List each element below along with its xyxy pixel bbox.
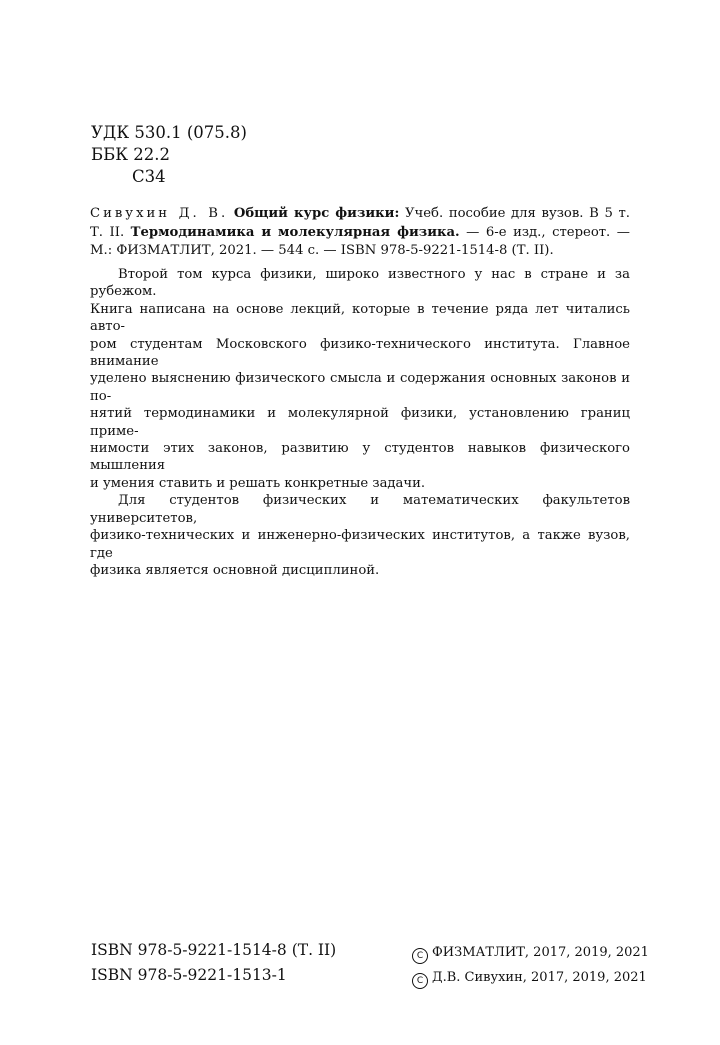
volume-title: Термодинамика и молекулярная физика.	[130, 224, 460, 240]
author-name: Сивухин Д. В.	[90, 206, 229, 221]
abstract-line: Второй том курса физики, широко известного у нас в стране и за рубежом.	[90, 267, 630, 300]
abstract-line: Книга написана на основе лекций, которые в течение ряда лет читались авто-	[90, 301, 630, 335]
abstract-text	[90, 266, 630, 579]
copyright-icon: C	[412, 973, 428, 989]
abstract-line: и умения ставить и решать конкретные задачи.	[90, 475, 426, 491]
isbn-block	[91, 938, 336, 988]
bibliographic-record	[90, 205, 630, 261]
biblio-line-1	[90, 205, 630, 224]
biblio-line-2	[90, 224, 630, 243]
abstract-line: физика является основной дисциплиной.	[90, 562, 380, 578]
volume-number: Т. II.	[90, 224, 125, 240]
copyright-author	[412, 965, 649, 990]
author-mark: С34	[132, 167, 166, 186]
abstract-line: ром студентам Московского физико-технического института. Главное внимание	[90, 336, 630, 370]
book-description: Учеб. пособие для вузов. В 5 т.	[404, 206, 630, 221]
abstract-line: нимости этих законов, развитию у студентов навыков физического мышления	[90, 441, 630, 474]
copyright-publisher	[412, 940, 649, 965]
edition-info: — 6-е изд., стереот. —	[466, 224, 630, 240]
classification-block	[91, 122, 247, 188]
copyright-icon: C	[412, 948, 428, 964]
book-title: Общий курс физики:	[233, 206, 400, 221]
copyright-block	[412, 940, 649, 990]
isbn-volume: ISBN 978-5-9221-1514-8 (Т. II)	[91, 941, 337, 959]
udk-code: УДК 530.1 (075.8)	[91, 123, 247, 142]
copyright-publisher-text: ФИЗМАТЛИТ, 2017, 2019, 2021	[432, 945, 649, 960]
isbn-set: ISBN 978-5-9221-1513-1	[91, 966, 287, 984]
abstract-paragraph-2	[90, 492, 630, 579]
abstract-line: уделено выяснению физического смысла и содержания основных законов и по-	[90, 371, 630, 404]
abstract-line: физико-технических и инженерно-физических институтов, а также вузов, где	[90, 528, 630, 561]
abstract-line: Для студентов физических и математических факультетов университетов,	[90, 493, 630, 526]
bbk-code: ББК 22.2	[91, 145, 171, 164]
abstract-paragraph-1	[90, 266, 630, 492]
abstract-line: нятий термодинамики и молекулярной физики, установлению границ приме-	[90, 406, 630, 439]
copyright-author-text: Д.В. Сивухин, 2017, 2019, 2021	[432, 970, 647, 985]
imprint-line: М.: ФИЗМАТЛИТ, 2021. — 544 с. — ISBN 978-5-9221-1514-8 (Т. II).	[90, 243, 554, 258]
